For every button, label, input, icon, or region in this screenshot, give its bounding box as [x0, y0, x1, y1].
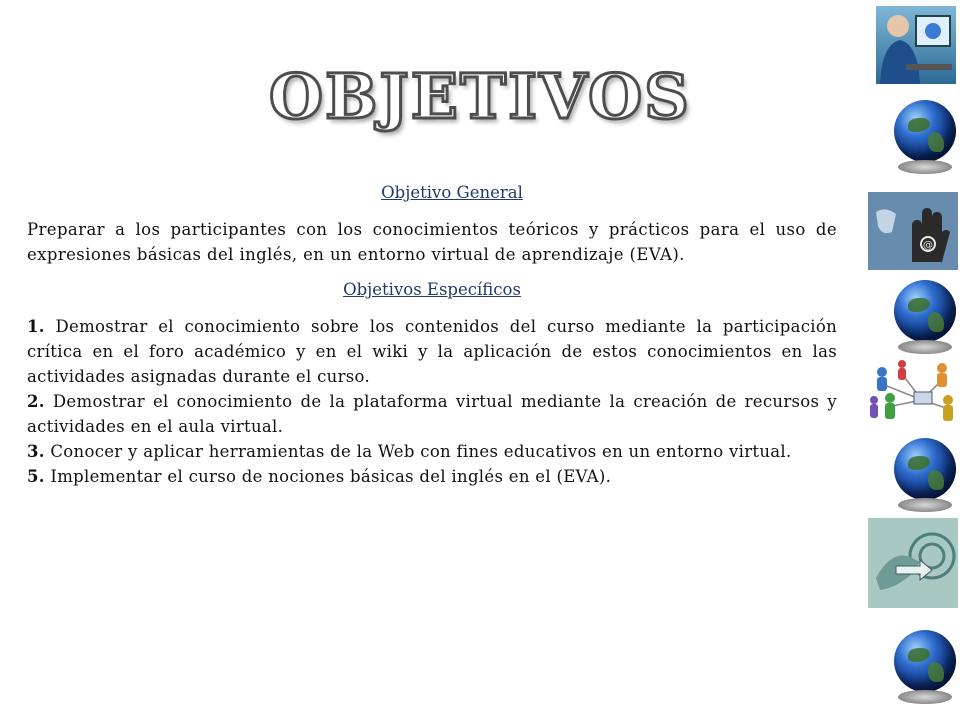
specific-objective-item	[27, 389, 837, 439]
item-text: Demostrar el conocimiento sobre los contenidos del curso mediante la participación crítica en el foro académico y en el wiki y la aplicación de estos conocimientos en las actividades asignadas durante el curso.	[27, 317, 837, 386]
svg-text:@: @	[923, 240, 933, 251]
item-text: Conocer y aplicar herramientas de la Web con fines educativos en un entorno virtual.	[44, 442, 792, 461]
globe-icon	[890, 630, 960, 710]
people-network-icon	[862, 360, 958, 426]
teal-hand-arrow-icon	[862, 518, 958, 608]
item-text: Implementar el curso de nociones básicas del inglés en el (EVA).	[44, 467, 612, 486]
item-number: 5.	[27, 467, 45, 486]
decorative-sidebar	[862, 0, 960, 720]
specific-objective-item	[27, 464, 837, 489]
item-text: Demostrar el conocimiento de la plataforma virtual mediante la creación de recursos y actividades en el aula virtual.	[27, 392, 837, 436]
item-number: 1.	[27, 317, 45, 336]
world-map-hand-at-icon	[862, 192, 958, 270]
specific-objective-item	[27, 439, 837, 464]
globe-icon	[890, 280, 960, 360]
specific-objective-item	[27, 314, 837, 389]
slide-title: OBJETIVOS	[269, 60, 691, 133]
globe-icon	[890, 438, 960, 518]
globe-icon	[890, 100, 960, 180]
item-number: 3.	[27, 442, 45, 461]
specific-objectives-list	[27, 314, 837, 489]
slide-content	[27, 180, 837, 489]
general-objective-text: Preparar a los participantes con los conocimientos teóricos y prácticos para el uso de expresiones básicas del inglés, en un entorno virtual de aprendizaje (EVA).	[27, 220, 837, 264]
person-at-computer-icon	[862, 4, 958, 86]
item-number: 2.	[27, 392, 45, 411]
specific-objectives-heading: Objetivos Específicos	[343, 280, 521, 299]
general-objective-heading: Objetivo General	[381, 183, 523, 202]
